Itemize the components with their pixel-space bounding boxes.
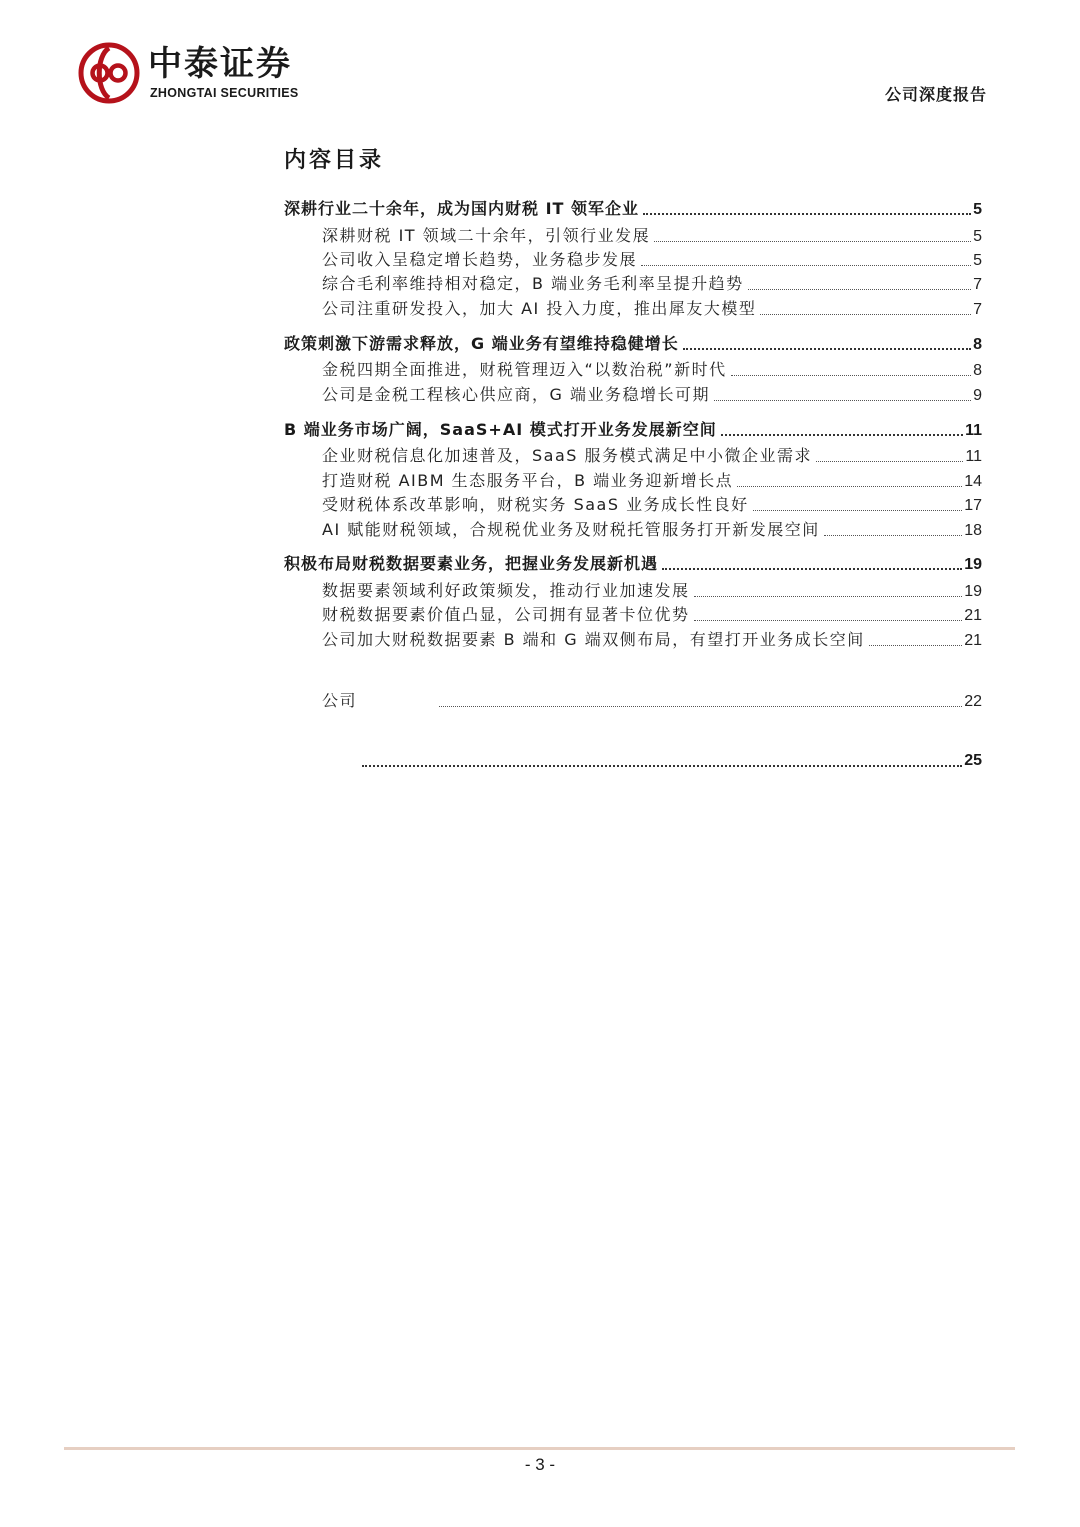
toc-subsection-entry[interactable]	[284, 519, 982, 541]
toc-dot-leader	[662, 568, 962, 570]
toc-entry-title: B 端业务市场广阔，SaaS+AI 模式打开业务发展新空间	[284, 420, 717, 439]
toc-subsection-entry[interactable]	[284, 445, 982, 467]
toc-dot-leader	[731, 375, 972, 376]
toc-dot-leader	[683, 348, 971, 350]
toc-section-entry[interactable]	[284, 750, 982, 772]
toc-dot-leader	[869, 645, 962, 646]
toc-dot-leader	[737, 486, 962, 487]
toc-entry-title: 财税数据要素价值凸显，公司拥有显著卡位优势	[322, 605, 690, 624]
toc-heading: 内容目录	[284, 148, 385, 173]
toc-section-entry[interactable]	[284, 419, 982, 441]
toc-entry-title: 深耕行业二十余年，成为国内财税 IT 领军企业	[284, 199, 640, 218]
toc-entry-title: 综合毛利率维持相对稳定，B 端业务毛利率呈提升趋势	[322, 274, 744, 293]
toc-section-entry[interactable]	[284, 333, 982, 355]
toc-entry-page: 11	[965, 448, 982, 465]
company-logo	[78, 42, 338, 106]
toc-entry-title: 公司收入呈稳定增长趋势，业务稳步发展	[322, 250, 638, 269]
toc-entry-title: 受财税体系改革影响，财税实务 SaaS 业务成长性良好	[322, 495, 749, 514]
toc-entry-title: 政策刺激下游需求释放，G 端业务有望维持稳健增长	[284, 334, 679, 353]
toc-subsection-entry[interactable]	[284, 604, 982, 626]
toc-subsection-entry[interactable]	[284, 494, 982, 516]
toc-entry-title: AI 赋能财税领域，合规税优业务及财税托管服务打开新发展空间	[322, 520, 820, 539]
toc-entry-page: 14	[964, 473, 982, 490]
toc-subsection-entry[interactable]	[284, 225, 982, 247]
toc-entry-page: 5	[973, 201, 982, 218]
toc-entry-page: 21	[964, 632, 982, 649]
toc-dot-leader	[439, 706, 962, 707]
toc-subsection-entry[interactable]	[284, 359, 982, 381]
toc-dot-leader	[694, 620, 963, 621]
toc-entry-page: 11	[965, 422, 982, 439]
toc-entry-page: 21	[964, 607, 982, 624]
toc-entry-page: 7	[973, 276, 982, 293]
toc-entry-title: 打造财税 AIBM 生态服务平台，B 端业务迎新增长点	[322, 471, 734, 490]
logo-chinese-name: 中泰证券	[148, 44, 292, 84]
toc-entry-title: 公司是金税工程核心供应商，G 端业务稳增长可期	[322, 385, 710, 404]
logo-english-name: ZHONGTAI SECURITIES	[150, 86, 299, 100]
toc-dot-leader	[824, 535, 962, 536]
toc-dot-leader	[654, 241, 971, 242]
toc-dot-leader	[714, 400, 971, 401]
toc-entry-title: 公司	[322, 691, 358, 710]
toc-dot-leader	[760, 314, 971, 315]
toc-entry-title: 数据要素领域利好政策频发，推动行业加速发展	[322, 581, 690, 600]
toc-entry-page: 19	[964, 556, 982, 573]
toc-subsection-entry[interactable]	[284, 384, 982, 406]
toc-entry-title: 深耕财税 IT 领域二十余年，引领行业发展	[322, 226, 651, 245]
toc-entry-page: 17	[964, 497, 982, 514]
toc-entry-title: 公司注重研发投入，加大 AI 投入力度，推出犀友大模型	[322, 299, 757, 318]
toc-dot-leader	[362, 765, 962, 767]
toc-dot-leader	[721, 434, 963, 436]
zhongtai-logo-icon	[78, 42, 140, 104]
toc-dot-leader	[643, 213, 971, 215]
toc-subsection-entry[interactable]	[284, 580, 982, 602]
toc-entry-page: 25	[964, 752, 982, 769]
page-number: - 3 -	[524, 1455, 556, 1474]
toc-dot-leader	[694, 596, 963, 597]
toc-entry-title: 积极布局财税数据要素业务，把握业务发展新机遇	[284, 554, 659, 573]
toc-section-entry[interactable]	[284, 198, 982, 220]
toc-entry-page: 5	[973, 252, 982, 269]
toc-entry-page: 19	[964, 583, 982, 600]
toc-entry-title: 企业财税信息化加速普及，SaaS 服务模式满足中小微企业需求	[322, 446, 813, 465]
toc-entry-title: 金税四期全面推进，财税管理迈入“以数治税”新时代	[322, 360, 727, 379]
toc-dot-leader	[753, 510, 963, 511]
toc-dot-leader	[816, 461, 963, 462]
toc-subsection-entry[interactable]	[284, 249, 982, 271]
toc-entry-page: 8	[973, 336, 982, 353]
toc-entry-page: 9	[973, 387, 982, 404]
toc-entry-page: 7	[973, 301, 982, 318]
toc-subsection-entry[interactable]	[284, 629, 982, 651]
toc-entry-page: 5	[973, 228, 982, 245]
toc-subsection-entry[interactable]	[284, 470, 982, 492]
toc-entry-title: 公司加大财税数据要素 B 端和 G 端双侧布局，有望打开业务成长空间	[322, 630, 865, 649]
toc-subsection-entry[interactable]	[284, 298, 982, 320]
report-type-label: 公司深度报告	[884, 85, 987, 104]
toc-subsection-entry[interactable]	[284, 273, 982, 295]
toc-dot-leader	[641, 265, 971, 266]
toc-dot-leader	[748, 289, 972, 290]
toc-section-entry[interactable]	[284, 553, 982, 575]
toc-entry-page: 22	[964, 693, 982, 710]
toc-entry-page: 18	[964, 522, 982, 539]
toc-entry-page: 8	[973, 362, 982, 379]
footer-divider	[64, 1447, 1015, 1450]
toc-subsection-entry[interactable]	[284, 690, 982, 712]
